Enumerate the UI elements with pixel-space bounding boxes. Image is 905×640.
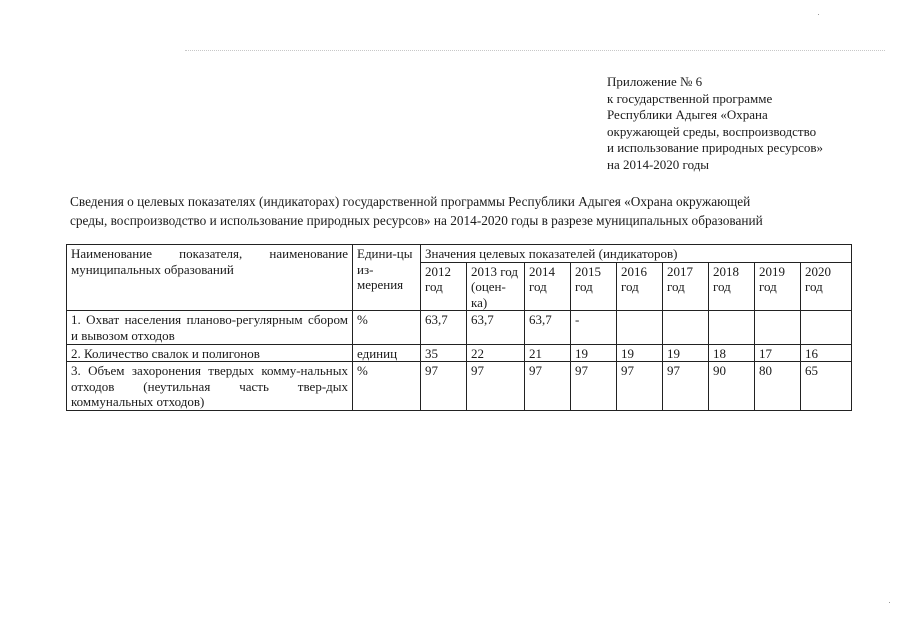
table-row	[67, 344, 852, 362]
value-cell: 19	[663, 344, 709, 362]
header-name: Наименование показателя, наименование муниципальных образований	[67, 245, 353, 311]
value-cell: 90	[709, 362, 755, 411]
annex-line: Республики Адыгея «Охрана	[607, 107, 768, 123]
title-line: среды, воспроизводство и использование природных ресурсов» на 2014-2020 годы в разрезе муниципальных образований	[70, 212, 763, 228]
year-cell: 2018 год	[709, 262, 755, 311]
value-cell: 97	[571, 362, 617, 411]
title-line: Сведения о целевых показателях (индикаторах) государственной программы Республики Адыгея «Охрана окружающей	[70, 194, 751, 209]
header-values-group: Значения целевых показателей (индикаторов)	[421, 245, 852, 263]
value-cell: 97	[663, 362, 709, 411]
table-row	[67, 311, 852, 344]
value-cell: -	[571, 311, 617, 344]
year-cell: 2014 год	[525, 262, 571, 311]
annex-line: к государственной программе	[607, 90, 773, 106]
value-cell	[755, 311, 801, 344]
value-cell	[801, 311, 852, 344]
value-cell: 80	[755, 362, 801, 411]
scan-header-line	[185, 50, 885, 51]
row-unit: единиц	[353, 344, 421, 362]
indicators-table	[66, 244, 852, 411]
year-cell: 2017 год	[663, 262, 709, 311]
row-name: 1. Охват населения планово-регулярным сбором и вывозом отходов	[67, 311, 353, 344]
value-cell: 19	[617, 344, 663, 362]
value-cell: 97	[421, 362, 467, 411]
table-header-row	[67, 245, 852, 263]
value-cell: 17	[755, 344, 801, 362]
value-cell: 97	[617, 362, 663, 411]
value-cell: 63,7	[525, 311, 571, 344]
annex-line: на 2014-2020 годы	[607, 156, 710, 172]
value-cell: 22	[467, 344, 525, 362]
year-cell: 2016 год	[617, 262, 663, 311]
year-cell: 2012 год	[421, 262, 467, 311]
annex-line: и использование природных ресурсов»	[607, 140, 824, 156]
value-cell: 97	[467, 362, 525, 411]
value-cell: 63,7	[421, 311, 467, 344]
value-cell: 21	[525, 344, 571, 362]
value-cell: 16	[801, 344, 852, 362]
year-cell: 2015 год	[571, 262, 617, 311]
value-cell	[617, 311, 663, 344]
value-cell: 18	[709, 344, 755, 362]
table-row	[67, 362, 852, 411]
scan-speck	[818, 14, 819, 15]
row-name: 3. Объем захоронения твердых комму-нальных отходов (неутильная часть твер-дых коммунальных отходов)	[67, 362, 353, 411]
value-cell	[663, 311, 709, 344]
value-cell: 35	[421, 344, 467, 362]
annex-line: Приложение № 6	[607, 74, 703, 89]
year-cell: 2019 год	[755, 262, 801, 311]
year-cell: 2020 год	[801, 262, 852, 311]
header-unit: Едини-цы из-мерения	[353, 245, 421, 311]
row-name: 2. Количество свалок и полигонов	[67, 344, 353, 362]
year-cell: 2013 год (оцен-ка)	[467, 262, 525, 311]
value-cell: 63,7	[467, 311, 525, 344]
annex-reference	[607, 74, 823, 174]
annex-line: окружающей среды, воспроизводство	[607, 123, 817, 139]
scan-speck	[889, 602, 890, 603]
value-cell: 19	[571, 344, 617, 362]
document-title	[70, 193, 860, 230]
value-cell	[709, 311, 755, 344]
row-unit: %	[353, 362, 421, 411]
value-cell: 97	[525, 362, 571, 411]
value-cell: 65	[801, 362, 852, 411]
row-unit: %	[353, 311, 421, 344]
